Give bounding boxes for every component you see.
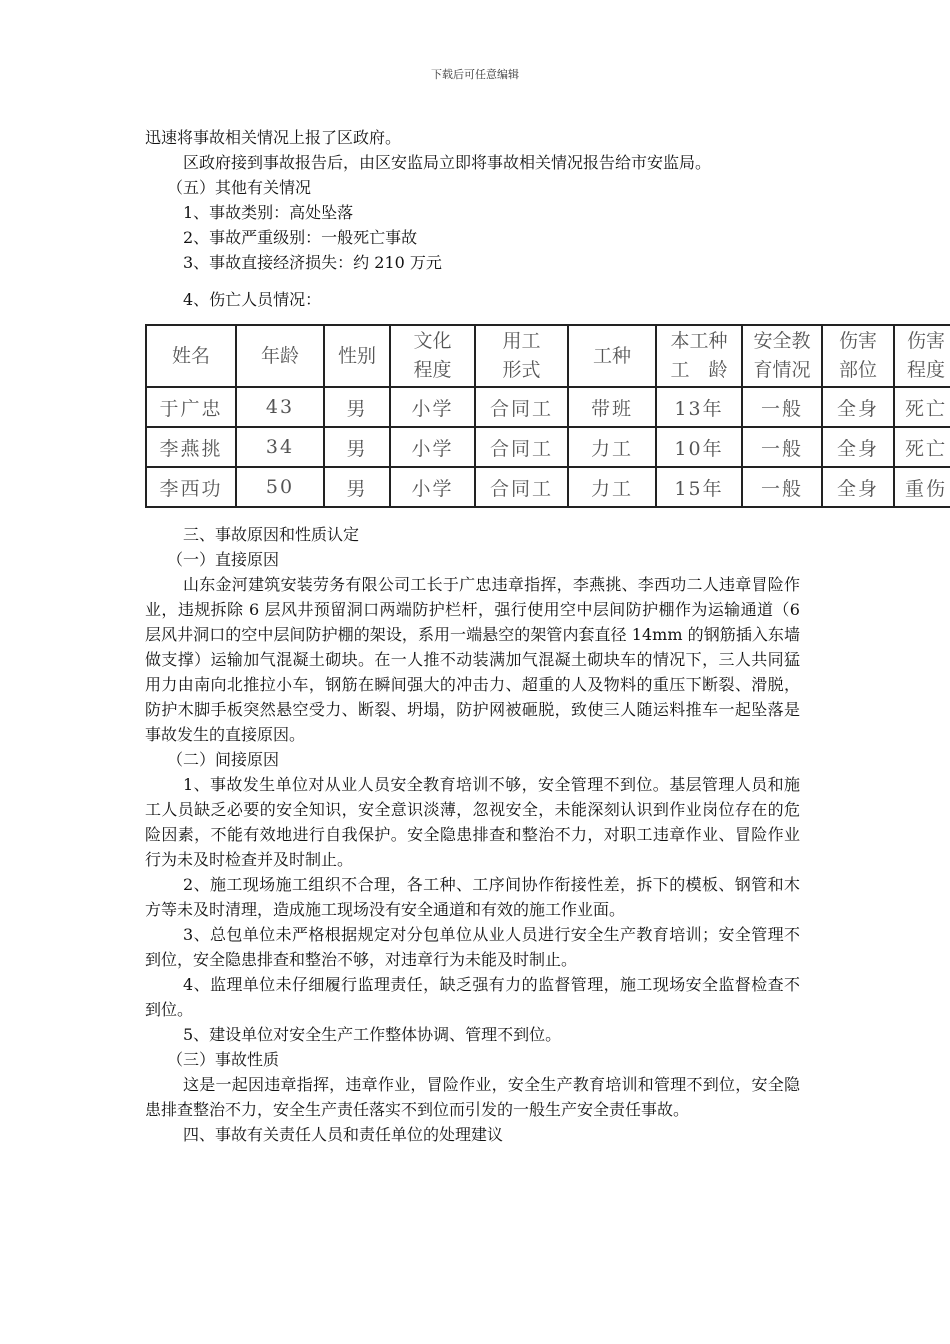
list-item: 4、伤亡人员情况：: [183, 290, 322, 309]
table-cell: 李西功: [146, 467, 236, 507]
table-cell: 合同工: [475, 427, 568, 467]
table-cell: 男: [324, 387, 390, 427]
paragraph: 区政府接到事故报告后，由区安监局立即将事故相关情况报告给市安监局。: [183, 153, 712, 172]
paragraph: 山东金河建筑安装劳务有限公司工长于广忠违章指挥，李燕挑、李西功二人违章冒险作业，违规拆除 6 层风井预留洞口两端防护栏杆，强行使用空中层间防护棚作为运输通道（6 层风井洞口的空中层间防护棚的架设，系用一端悬空的架管内套直径 14mm 的钢筋插入东墙做支撑）运输加气混凝土砌块。在一人推不动装满加气混凝土砌块车的情况下，三人共同猛用力由南向北推拉小车，钢筋在瞬间强大的冲击力、超重的人及物料的重压下断裂、滑脱，防护木脚手板突然悬空受力、断裂、坍塌，防护网被砸脱，致使三人随运料推车一起坠落是事故发生的直接原因。: [145, 575, 800, 744]
list-item: 5、建设单位对安全生产工作整体协调、管理不到位。: [183, 1025, 562, 1044]
subsection-heading: （五）其他有关情况: [167, 178, 312, 197]
table-header-cell: 性别: [324, 325, 390, 387]
table-cell: 一般: [742, 427, 822, 467]
table-header-cell: 本工种 工 龄: [656, 325, 742, 387]
table-header-cell: 姓名: [146, 325, 236, 387]
subsection-heading: （三）事故性质: [167, 1050, 280, 1069]
table-cell: 全身: [822, 427, 894, 467]
list-item: 2、事故严重级别：一般死亡事故: [183, 228, 418, 247]
table-cell: 一般: [742, 467, 822, 507]
table-header-cell: 用工 形式: [475, 325, 568, 387]
table-header-cell: 伤害 部位: [822, 325, 894, 387]
table-cell: 13年: [656, 387, 742, 427]
table-header-cell: 文化 程度: [390, 325, 475, 387]
table-row: [146, 467, 950, 507]
table-cell: 10年: [656, 427, 742, 467]
table-cell: 力工: [568, 467, 656, 507]
table-cell: 小学: [390, 387, 475, 427]
table-header-row: [146, 325, 950, 387]
list-item: 3、总包单位未严格根据规定对分包单位从业人员进行安全生产教育培训；安全管理不到位，安全隐患排查和整治不够，对违章行为未能及时制止。: [145, 925, 800, 969]
table-cell: 全身: [822, 467, 894, 507]
table-header-cell: 安全教 育情况: [742, 325, 822, 387]
table-cell: 全身: [822, 387, 894, 427]
table-cell: 男: [324, 467, 390, 507]
table-cell: 合同工: [475, 467, 568, 507]
section-heading: 三、事故原因和性质认定: [183, 525, 360, 544]
table-cell: 于广忠: [146, 387, 236, 427]
table-cell: 带班: [568, 387, 656, 427]
table-cell: 小学: [390, 427, 475, 467]
list-item: 1、事故类别：高处坠落: [183, 203, 354, 222]
table-cell: 小学: [390, 467, 475, 507]
list-item: 2、施工现场施工组织不合理，各工种、工序间协作衔接性差，拆下的模板、钢管和木方等未及时清理，造成施工现场没有安全通道和有效的施工作业面。: [145, 875, 800, 919]
table-cell: 15年: [656, 467, 742, 507]
table-header-cell: 伤害 程度: [894, 325, 950, 387]
page-header: 下载后可任意编辑: [431, 68, 519, 81]
casualty-table: [145, 324, 950, 508]
paragraph: 这是一起因违章指挥，违章作业，冒险作业，安全生产教育培训和管理不到位，安全隐患排查整治不力，安全生产责任落实不到位而引发的一般生产安全责任事故。: [145, 1075, 800, 1119]
table-cell: 死亡: [894, 387, 950, 427]
table-cell: 50: [236, 467, 324, 507]
table-cell: 李燕挑: [146, 427, 236, 467]
table-cell: 重伤: [894, 467, 950, 507]
list-item: 1、事故发生单位对从业人员安全教育培训不够，安全管理不到位。基层管理人员和施工人员缺乏必要的安全知识，安全意识淡薄，忽视安全，未能深刻认识到作业岗位存在的危险因素，不能有效地进行自我保护。安全隐患排查和整治不力，对职工违章作业、冒险作业行为未及时检查并及时制止。: [145, 775, 800, 869]
top-section: [145, 125, 800, 312]
table-header-cell: 年龄: [236, 325, 324, 387]
section-heading: 四、事故有关责任人员和责任单位的处理建议: [183, 1125, 504, 1144]
table-cell: 合同工: [475, 387, 568, 427]
subsection-heading: （二）间接原因: [167, 750, 280, 769]
list-item: 3、事故直接经济损失：约 210 万元: [183, 253, 442, 272]
causes-section: [145, 522, 800, 1147]
table-cell: 死亡: [894, 427, 950, 467]
table-cell: 34: [236, 427, 324, 467]
subsection-heading: （一）直接原因: [167, 550, 280, 569]
list-item: 4、监理单位未仔细履行监理责任，缺乏强有力的监督管理，施工现场安全监督检查不到位。: [145, 975, 800, 1019]
table-cell: 男: [324, 427, 390, 467]
table-cell: 一般: [742, 387, 822, 427]
casualty-table-wrapper: [145, 324, 950, 508]
table-row: [146, 387, 950, 427]
table-header-cell: 工种: [568, 325, 656, 387]
table-cell: 力工: [568, 427, 656, 467]
table-cell: 43: [236, 387, 324, 427]
table-row: [146, 427, 950, 467]
paragraph: 迅速将事故相关情况上报了区政府。: [145, 128, 402, 147]
